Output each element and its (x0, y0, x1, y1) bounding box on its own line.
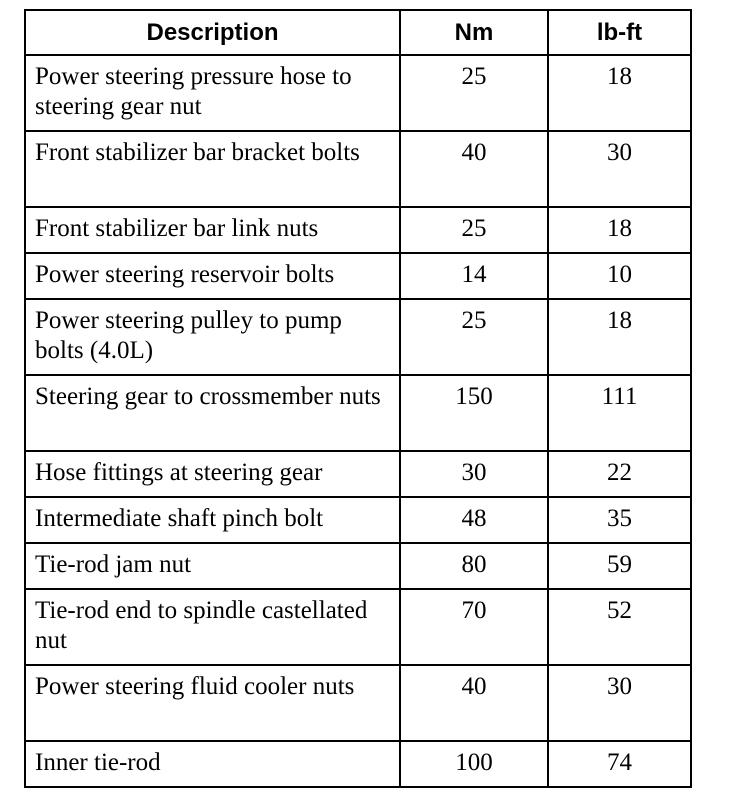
row-nm: 25 (400, 299, 548, 375)
row-nm: 25 (400, 55, 548, 131)
row-lbft: 30 (548, 665, 691, 741)
row-lbft: 52 (548, 589, 691, 665)
row-nm: 48 (400, 497, 548, 543)
table-row (25, 665, 691, 741)
torque-spec-table (24, 9, 692, 788)
row-nm: 40 (400, 131, 548, 207)
row-lbft: 18 (548, 55, 691, 131)
row-description: Tie-rod jam nut (25, 543, 400, 589)
row-nm: 150 (400, 375, 548, 451)
row-description: Power steering pulley to pump bolts (4.0L) (25, 299, 400, 375)
row-nm: 80 (400, 543, 548, 589)
row-lbft: 30 (548, 131, 691, 207)
table-row (25, 741, 691, 787)
row-nm: 30 (400, 451, 548, 497)
table-row (25, 543, 691, 589)
row-nm: 25 (400, 207, 548, 253)
row-nm: 100 (400, 741, 548, 787)
row-description: Hose fittings at steering gear (25, 451, 400, 497)
row-lbft: 18 (548, 299, 691, 375)
row-lbft: 35 (548, 497, 691, 543)
table-row (25, 451, 691, 497)
header-lbft: lb-ft (548, 10, 691, 55)
row-lbft: 18 (548, 207, 691, 253)
header-nm: Nm (400, 10, 548, 55)
table-row (25, 299, 691, 375)
row-lbft: 59 (548, 543, 691, 589)
row-description: Power steering pressure hose to steering gear nut (25, 55, 400, 131)
table-row (25, 375, 691, 451)
row-description: Power steering fluid cooler nuts (25, 665, 400, 741)
header-description: Description (25, 10, 400, 55)
row-description: Intermediate shaft pinch bolt (25, 497, 400, 543)
row-nm: 40 (400, 665, 548, 741)
row-description: Inner tie-rod (25, 741, 400, 787)
row-description: Front stabilizer bar link nuts (25, 207, 400, 253)
table-header-row (25, 10, 691, 55)
table-row (25, 55, 691, 131)
row-description: Power steering reservoir bolts (25, 253, 400, 299)
row-lbft: 74 (548, 741, 691, 787)
row-lbft: 10 (548, 253, 691, 299)
row-description: Steering gear to crossmember nuts (25, 375, 400, 451)
row-description: Front stabilizer bar bracket bolts (25, 131, 400, 207)
row-lbft: 22 (548, 451, 691, 497)
row-description: Tie-rod end to spindle castellated nut (25, 589, 400, 665)
row-lbft: 111 (548, 375, 691, 451)
table-row (25, 253, 691, 299)
table-row (25, 497, 691, 543)
table-row (25, 207, 691, 253)
table-row (25, 131, 691, 207)
row-nm: 70 (400, 589, 548, 665)
row-nm: 14 (400, 253, 548, 299)
table-row (25, 589, 691, 665)
